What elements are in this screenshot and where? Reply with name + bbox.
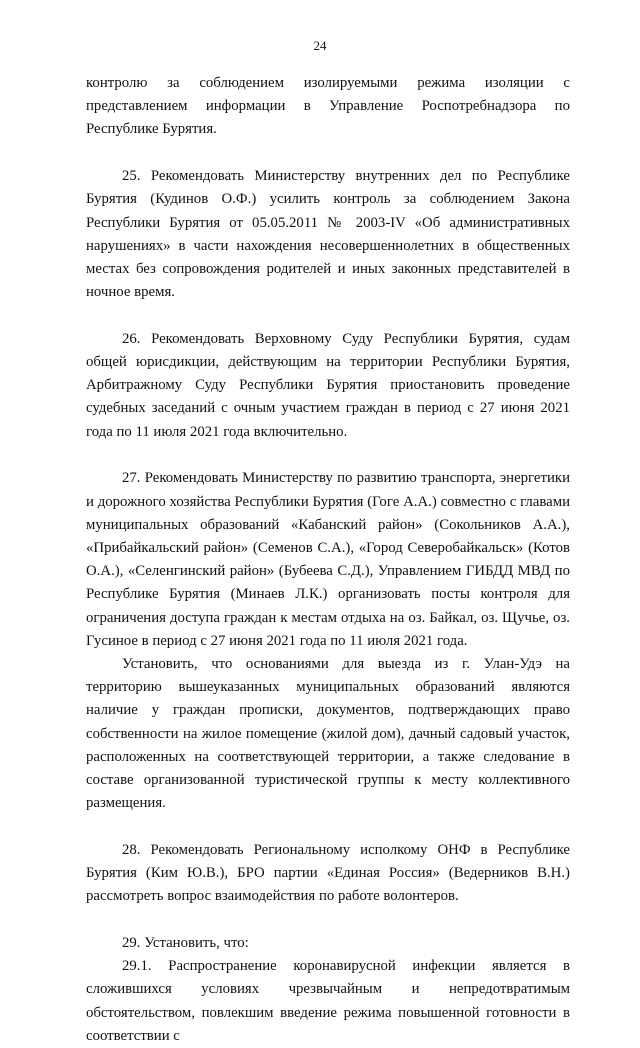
paragraph-27: 27. Рекомендовать Министерству по развитию транспорта, энергетики и дорожного хозяйства Республики Бурятия (Гоге А.А.) совместно с главами муниципальных образований «Кабанский район» (Сокольников А.А.), «Прибайкальский район» (Семенов С.А.), «Город Северобайкальск» (Котов О.А.), «Селенгинский район» (Бубеева С.Д.), Управлением ГИБДД МВД по Республике Бурятия (Минаев Л.К.) организовать посты контроля для ограничения доступа граждан к местам отдыха на оз. Байкал, оз. Щучье, оз. Гусиное в период с 27 июня 2021 года по 11 июля 2021 года. — [86, 470, 570, 649]
paragraph-29: 29. Установить, что: — [122, 935, 249, 951]
paragraph-29-1: 29.1. Распространение коронавирусной инфекции является в сложившихся условиях чрезвычайным и непредотвратимым обстоятельством, повлекшим введение режима повышенной готовности в соответствии с — [86, 958, 570, 1044]
paragraph-26: 26. Рекомендовать Верховному Суду Республики Бурятия, судам общей юрисдикции, действующим на территории Республики Бурятия, Арбитражному Суду Республики Бурятия приостановить проведение судебных заседаний с очным участием граждан в период с 27 июня 2021 года по 11 июля 2021 года включительно. — [86, 330, 570, 440]
paragraph-25: 25. Рекомендовать Министерству внутренних дел по Республике Бурятия (Кудинов О.Ф.) усилить контроль за соблюдением Закона Республики Бурятия от 05.05.2011 № 2003-IV «Об административных нарушениях» в части нахождения несовершеннолетних в общественных местах без сопровождения родителей и иных законных представителей в ночное время. — [86, 168, 570, 301]
paragraph-27-continued: Установить, что основаниями для выезда из г. Улан-Удэ на территорию вышеуказанных муниципальных образований являются наличие у граждан прописки, документов, подтверждающих право собственности на жилое помещение (жилой дом), дачный садовый участок, расположенных на соответствующей территории, а также следование в составе организованной туристической группы к месту коллективного размещения. — [86, 655, 570, 812]
paragraph-28: 28. Рекомендовать Региональному исполкому ОНФ в Республике Бурятия (Ким Ю.В.), БРО партии «Единая Россия» (Ведерников В.Н.) рассмотреть вопрос взаимодействия по работе волонтеров. — [86, 841, 570, 905]
document-body — [86, 72, 570, 1048]
paragraph-continuation: контролю за соблюдением изолируемыми режима изоляции с представлением информации в Управление Роспотребнадзора по Республике Бурятия. — [86, 75, 570, 138]
page-number: 24 — [313, 38, 327, 53]
